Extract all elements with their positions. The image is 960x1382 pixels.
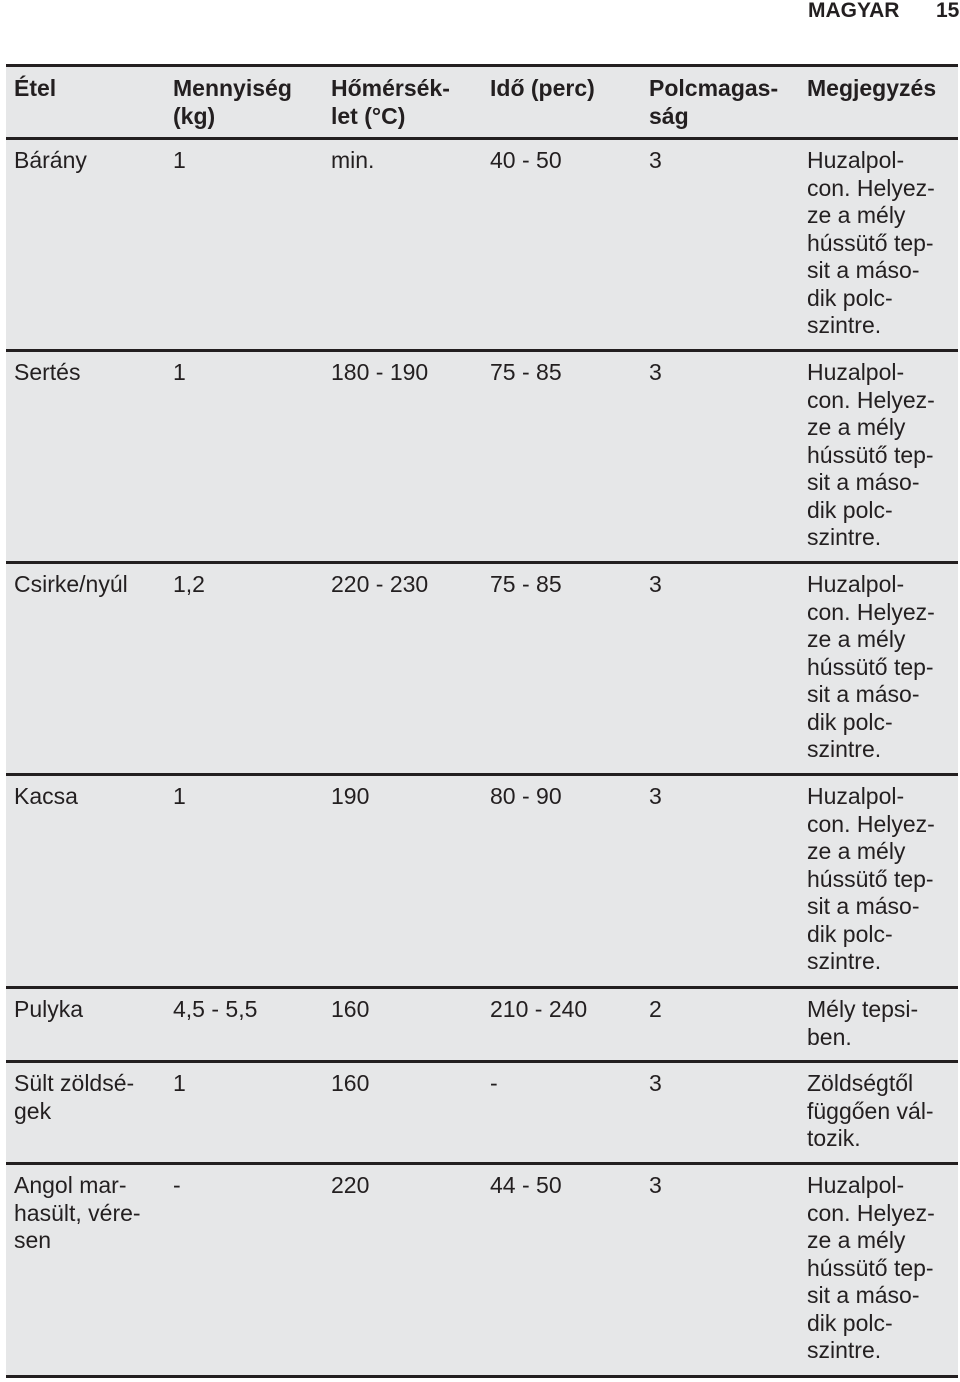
roasting-table bbox=[6, 64, 958, 1378]
page-number: 15 bbox=[936, 0, 960, 22]
cell-shelf-level: 3 bbox=[649, 1172, 662, 1198]
cell-food: Sült zöldsé- gek bbox=[14, 1070, 135, 1124]
cell-temperature: 220 - 230 bbox=[331, 571, 429, 597]
col-header-time: Idő (perc) bbox=[490, 75, 595, 101]
cell-note: Mély tepsi- ben. bbox=[807, 996, 919, 1050]
col-header-shelf-level: Polcmagas- ság bbox=[649, 75, 779, 129]
cell-temperature: min. bbox=[331, 147, 375, 173]
table-row bbox=[6, 1062, 958, 1164]
cell-note: Huzalpol- con. Helyez- ze a mély hússütő tep- sit a máso- dik polc- szintre. bbox=[807, 783, 935, 974]
roasting-table-container bbox=[6, 64, 958, 1378]
cell-temperature: 160 bbox=[331, 1070, 370, 1096]
cell-quantity: 1 bbox=[173, 359, 186, 385]
cell-shelf-level: 3 bbox=[649, 147, 662, 173]
language-label: MAGYAR bbox=[808, 0, 900, 22]
cell-food: Pulyka bbox=[14, 996, 84, 1022]
cell-quantity: - bbox=[173, 1172, 181, 1198]
cell-temperature: 220 bbox=[331, 1172, 370, 1198]
cell-temperature: 190 bbox=[331, 783, 370, 809]
cell-note: Huzalpol- con. Helyez- ze a mély hússütő tep- sit a máso- dik polc- szintre. bbox=[807, 147, 935, 338]
cell-shelf-level: 2 bbox=[649, 996, 662, 1022]
cell-note: Huzalpol- con. Helyez- ze a mély hússütő tep- sit a máso- dik polc- szintre. bbox=[807, 359, 935, 550]
table-row bbox=[6, 1164, 958, 1377]
table-row bbox=[6, 775, 958, 988]
cell-temperature: 160 bbox=[331, 996, 370, 1022]
cell-time: 40 - 50 bbox=[490, 147, 562, 173]
cell-quantity: 4,5 - 5,5 bbox=[173, 996, 258, 1022]
cell-note: Huzalpol- con. Helyez- ze a mély hússütő tep- sit a máso- dik polc- szintre. bbox=[807, 1172, 935, 1363]
table-row bbox=[6, 563, 958, 775]
cell-shelf-level: 3 bbox=[649, 359, 662, 385]
cell-quantity: 1 bbox=[173, 1070, 186, 1096]
cell-note: Zöldségtől függően vál- tozik. bbox=[807, 1070, 934, 1151]
cell-food: Sertés bbox=[14, 359, 81, 385]
cell-time: 80 - 90 bbox=[490, 783, 562, 809]
col-header-quantity: Mennyiség (kg) bbox=[173, 75, 292, 129]
cell-time: 210 - 240 bbox=[490, 996, 588, 1022]
table-row bbox=[6, 139, 958, 351]
table-row bbox=[6, 988, 958, 1062]
cell-time: 75 - 85 bbox=[490, 359, 562, 385]
cell-temperature: 180 - 190 bbox=[331, 359, 429, 385]
table-row bbox=[6, 351, 958, 563]
col-header-temperature: Hőmérsék- let (°C) bbox=[331, 75, 450, 129]
col-header-food: Étel bbox=[14, 75, 57, 101]
cell-time: 75 - 85 bbox=[490, 571, 562, 597]
col-header-note: Megjegyzés bbox=[807, 75, 937, 101]
cell-time: - bbox=[490, 1070, 498, 1096]
cell-quantity: 1 bbox=[173, 147, 186, 173]
cell-time: 44 - 50 bbox=[490, 1172, 562, 1198]
page-header bbox=[0, 0, 960, 40]
cell-quantity: 1 bbox=[173, 783, 186, 809]
table-header-row bbox=[6, 66, 958, 139]
cell-shelf-level: 3 bbox=[649, 1070, 662, 1096]
cell-food: Csirke/nyúl bbox=[14, 571, 128, 597]
cell-shelf-level: 3 bbox=[649, 783, 662, 809]
cell-food: Bárány bbox=[14, 147, 87, 173]
cell-food: Angol mar- hasült, vére- sen bbox=[14, 1172, 141, 1253]
cell-shelf-level: 3 bbox=[649, 571, 662, 597]
cell-note: Huzalpol- con. Helyez- ze a mély hússütő tep- sit a máso- dik polc- szintre. bbox=[807, 571, 935, 762]
cell-quantity: 1,2 bbox=[173, 571, 205, 597]
cell-food: Kacsa bbox=[14, 783, 78, 809]
